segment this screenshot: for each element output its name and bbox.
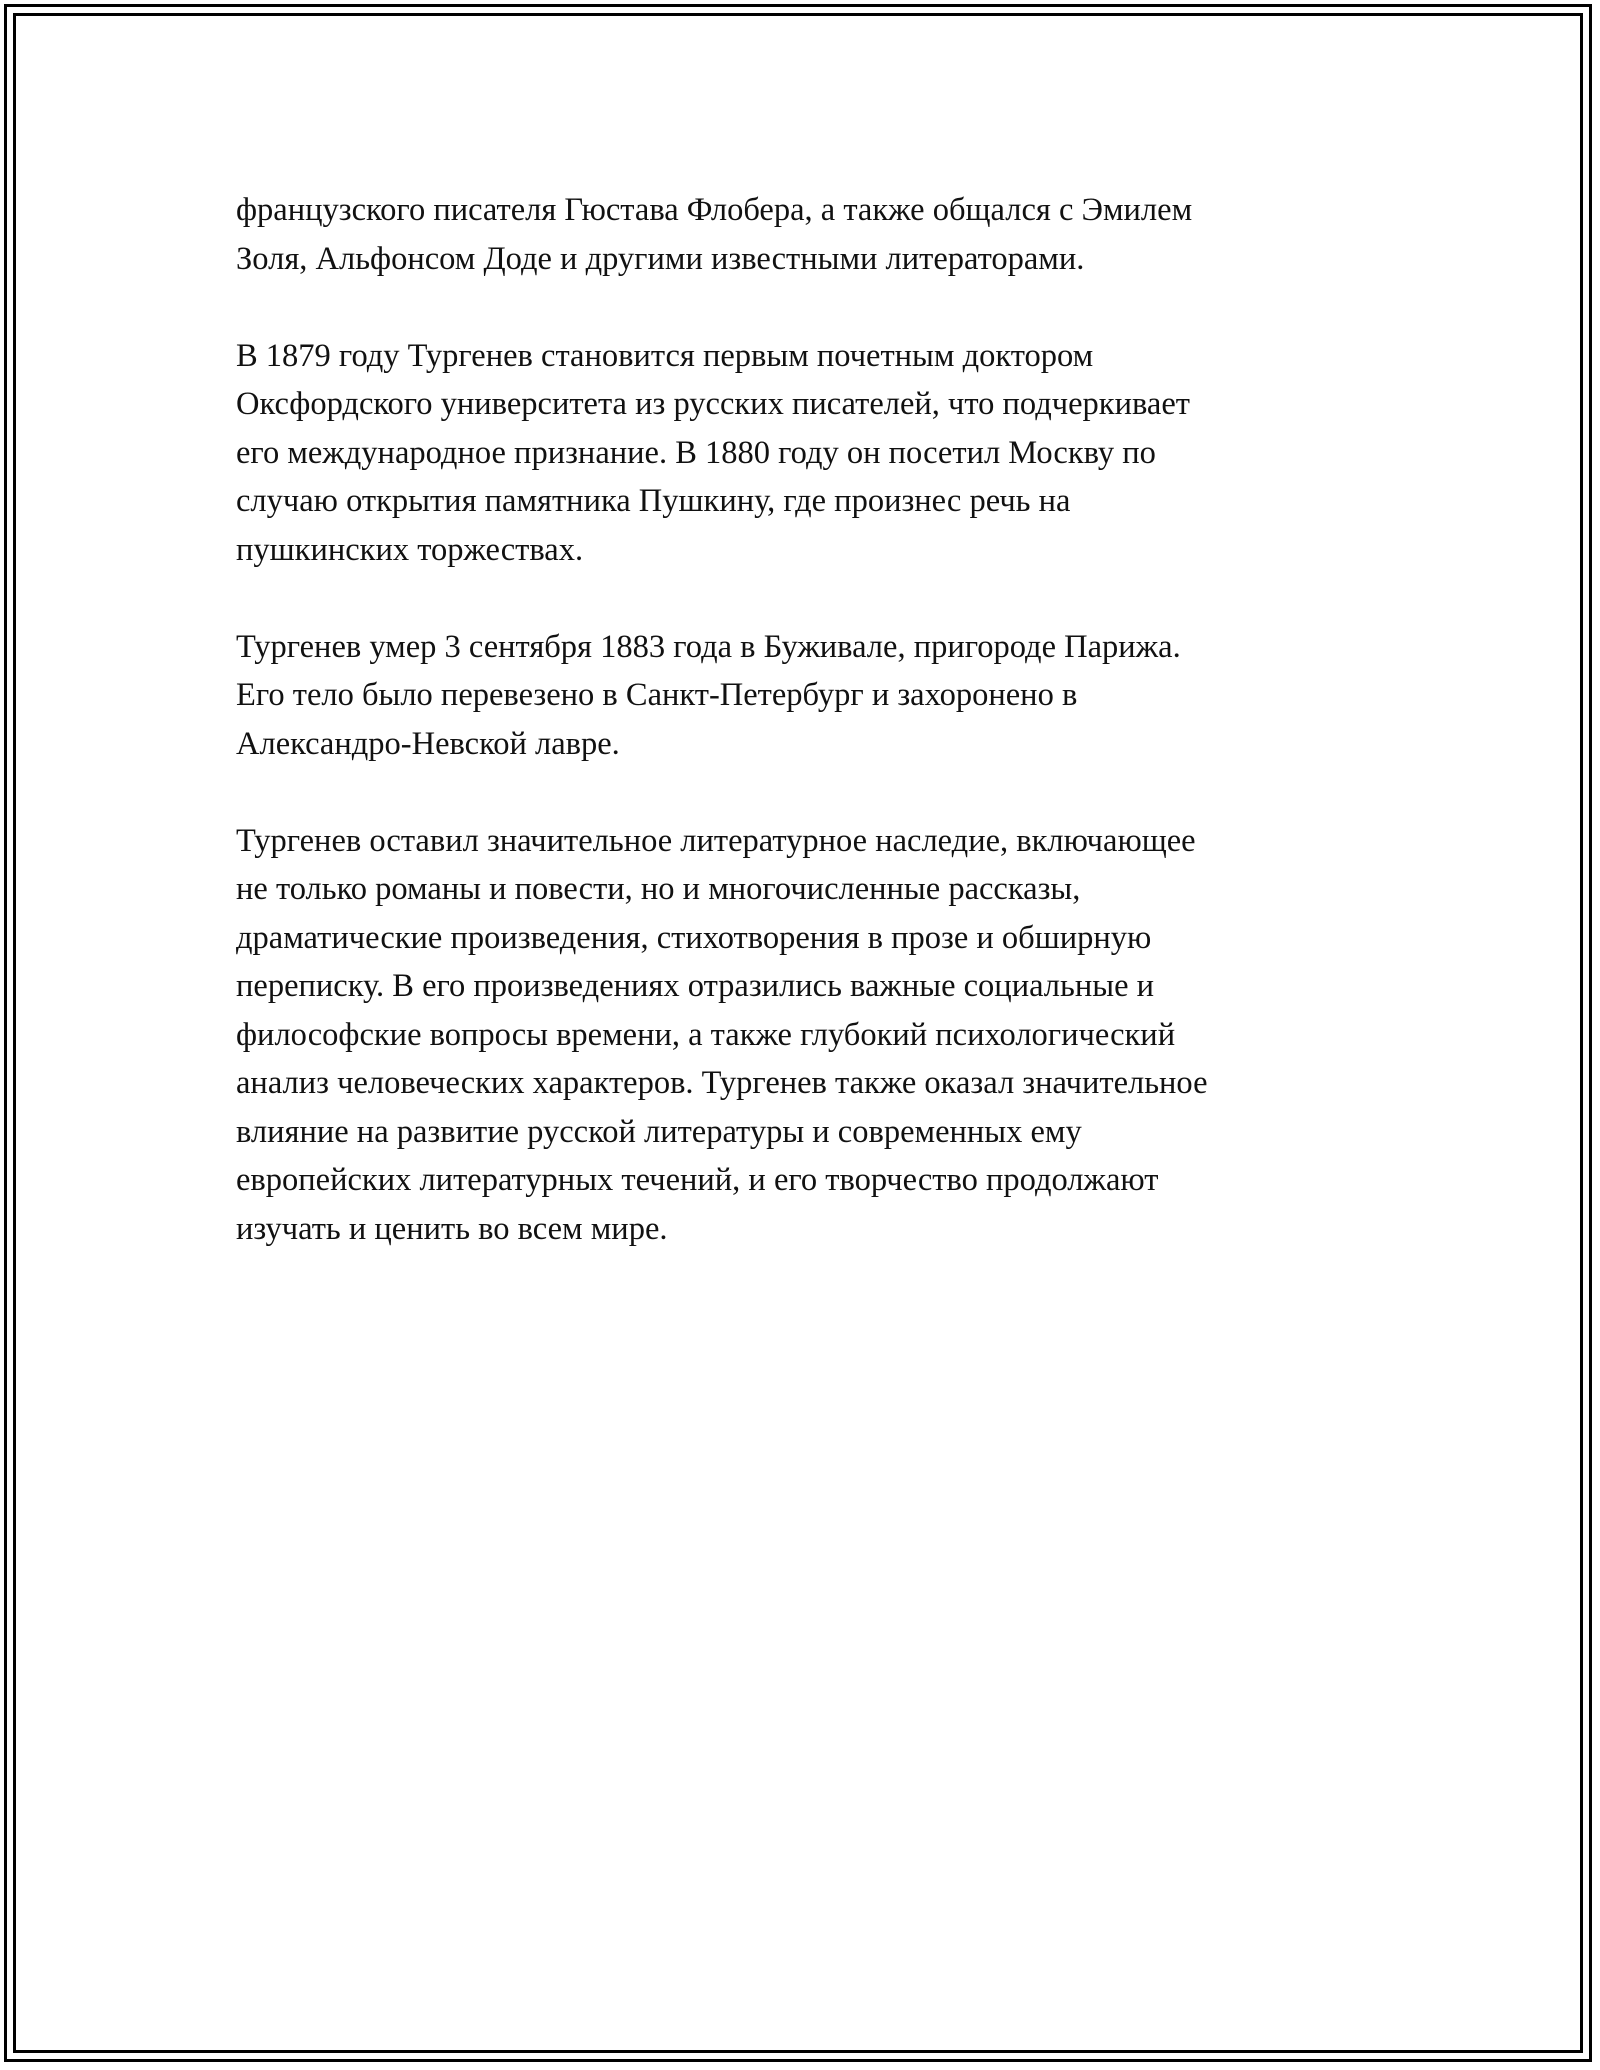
paragraph-1: [236, 186, 1366, 283]
text-line: переписку. В его произведениях отразились важные социальные и: [236, 968, 1155, 1004]
text-line: французского писателя Гюстава Флобера, а также общался с Эмилем: [236, 192, 1193, 228]
text-line: Тургенев умер 3 сентября 1883 года в Буживале, пригороде Парижа.: [236, 628, 1181, 665]
paragraph-2: [236, 332, 1366, 575]
text-line: Оксфордского университета из русских писателей, что подчеркивает: [236, 386, 1190, 422]
text-line: влияние на развитие русской литературы и современных ему: [236, 1113, 1082, 1150]
paragraph-4: [236, 817, 1366, 1254]
text-line: философские вопросы времени, а также глубокий психологический: [236, 1016, 1176, 1053]
text-line: пушкинских торжествах.: [236, 531, 584, 568]
text-line: его международное признание. В 1880 году он посетил Москву по: [236, 434, 1156, 471]
text-line: Золя, Альфонсом Доде и другими известными литераторами.: [236, 240, 1085, 277]
text-line: европейских литературных течений, и его творчество продолжают: [236, 1162, 1159, 1198]
text-line: не только романы и повести, но и многочисленные рассказы,: [236, 871, 1081, 907]
text-line: Тургенев оставил значительное литературное наследие, включающее: [236, 822, 1196, 859]
text-line: В 1879 году Тургенев становится первым почетным доктором: [236, 337, 1094, 374]
text-line: Его тело было перевезено в Санкт-Петербург и захоронено в: [236, 677, 1078, 713]
text-line: Александро-Невской лавре.: [236, 725, 620, 762]
text-line: случаю открытия памятника Пушкину, где произнес речь на: [236, 483, 1071, 519]
document-body: [236, 186, 1366, 1302]
text-line: драматические произведения, стихотворения в прозе и обширную: [236, 919, 1152, 956]
text-line: изучать и ценить во всем мире.: [236, 1210, 668, 1247]
text-line: анализ человеческих характеров. Тургенев также оказал значительное: [236, 1065, 1208, 1101]
paragraph-3: [236, 623, 1366, 769]
